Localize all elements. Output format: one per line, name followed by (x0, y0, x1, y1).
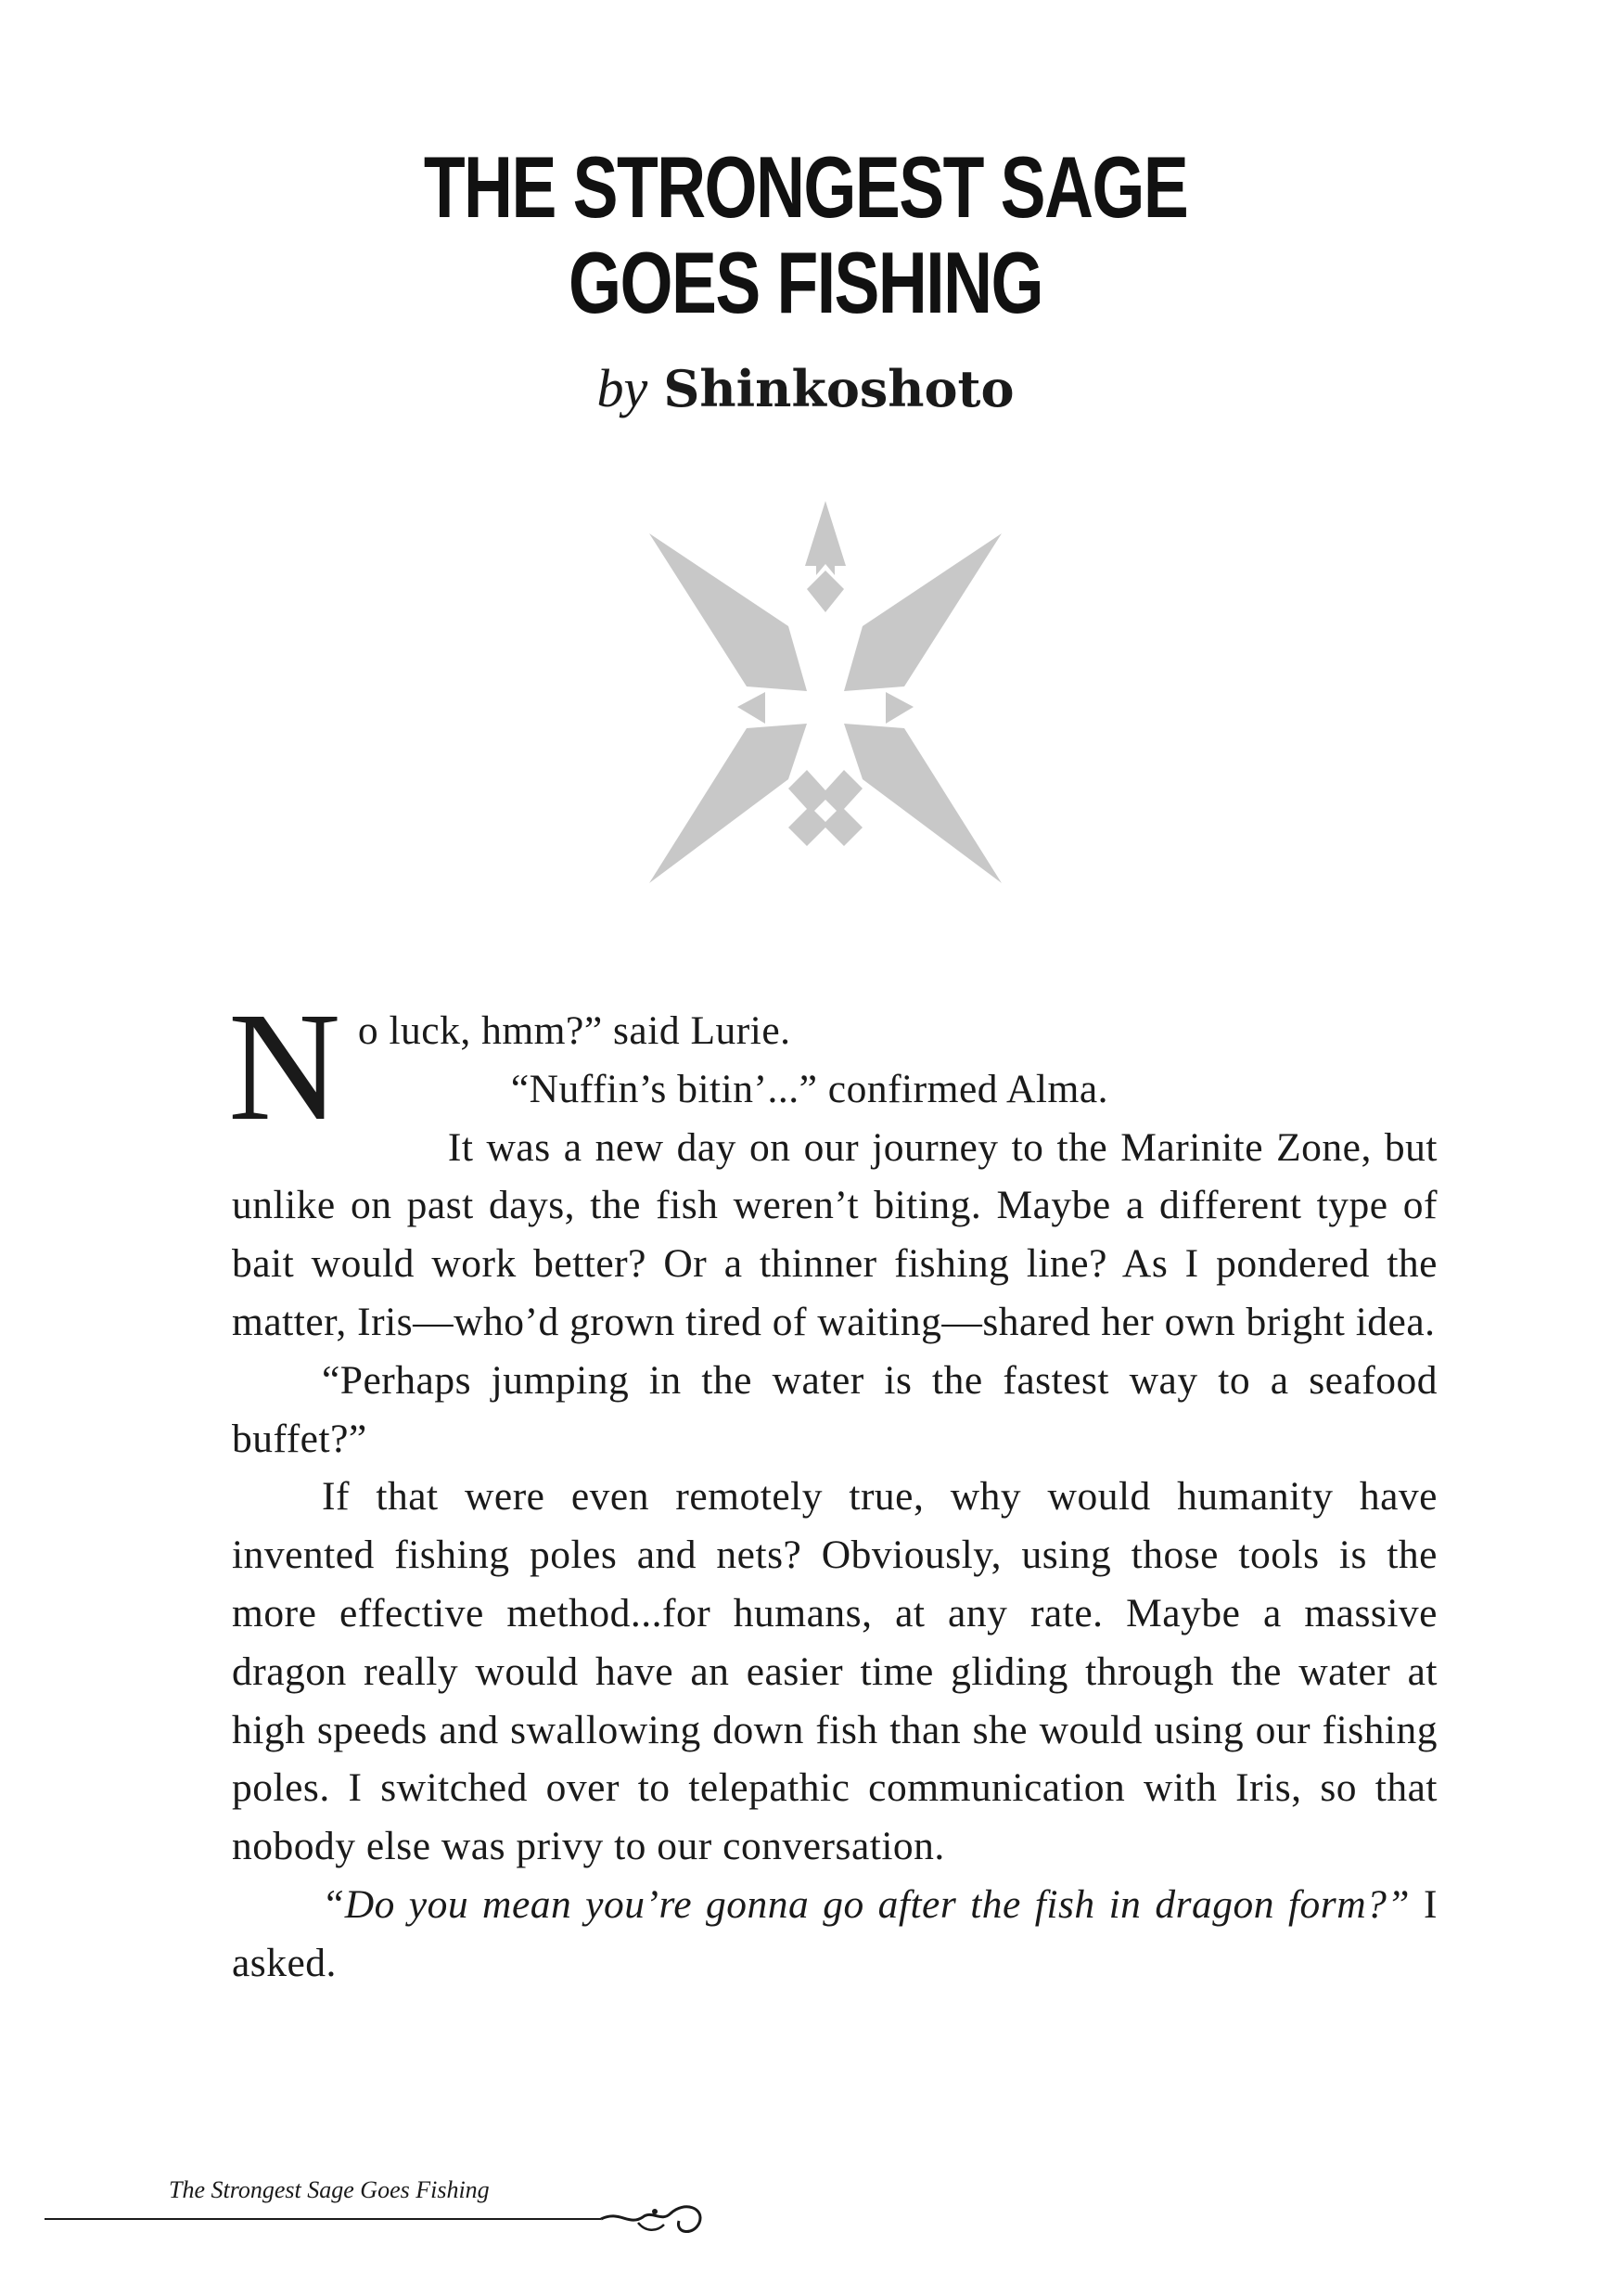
emblem-top-spike (805, 501, 846, 575)
star-crest-icon (649, 501, 1002, 891)
byline (0, 357, 1611, 419)
emblem-left-triangle (737, 692, 765, 724)
paragraph-6 (232, 1876, 1438, 1993)
paragraph-4: “Perhaps jumping in the water is the fastest way to a seafood buffet?” (232, 1357, 1438, 1461)
author-name: Shinkoshoto (663, 359, 1015, 418)
paragraph-2: “Nuffin’s bitin’...” confirmed Alma. (510, 1066, 1109, 1111)
drop-cap: N (228, 981, 341, 1153)
emblem-upper-right-arm (844, 533, 1002, 691)
paragraph-5: If that were even remotely true, why would humanity have invented fishing poles and nets? Obviously, using those tools is the more effective method...for humans, at any rate. Maybe a massive dragon really would have an easier time gliding through the water at high speeds and swallowing down fish than she would using our fishing poles. I switched over to telepathic communication with Iris, so that nobody else was privy to our conversation. (232, 1474, 1438, 1869)
running-footer-title: The Strongest Sage Goes Fishing (169, 2176, 490, 2203)
flourish-ornament-icon (45, 2200, 712, 2238)
title-line-1: THE STRONGEST SAGE (423, 138, 1188, 236)
emblem-upper-left-arm (649, 533, 807, 691)
paragraph-1-text: o luck, hmm?” said Lurie. (357, 1008, 791, 1053)
emblem-lower-left-arm (649, 724, 807, 883)
paragraph-6-italic: “Do you mean you’re gonna go after the fish in dragon form?” (322, 1881, 1411, 1927)
emblem-top-diamond (807, 571, 844, 612)
paragraph-6-rest: I asked. (232, 1881, 1438, 1985)
title-line-2: GOES FISHING (569, 234, 1042, 331)
emblem-right-triangle (886, 692, 914, 724)
emblem-lower-right-arm (844, 724, 1002, 883)
story-text (228, 981, 1438, 1993)
chapter-title (177, 139, 1434, 330)
paragraph-3: It was a new day on our journey to the Marinite Zone, but unlike on past days, the fish weren’t biting. Maybe a different type of bait would work better? Or a thinner fishing line? As I pondered the matter, Iris—who’d grown tired of waiting—shared her own bright idea. (232, 1124, 1438, 1344)
byline-by: by (596, 358, 648, 418)
